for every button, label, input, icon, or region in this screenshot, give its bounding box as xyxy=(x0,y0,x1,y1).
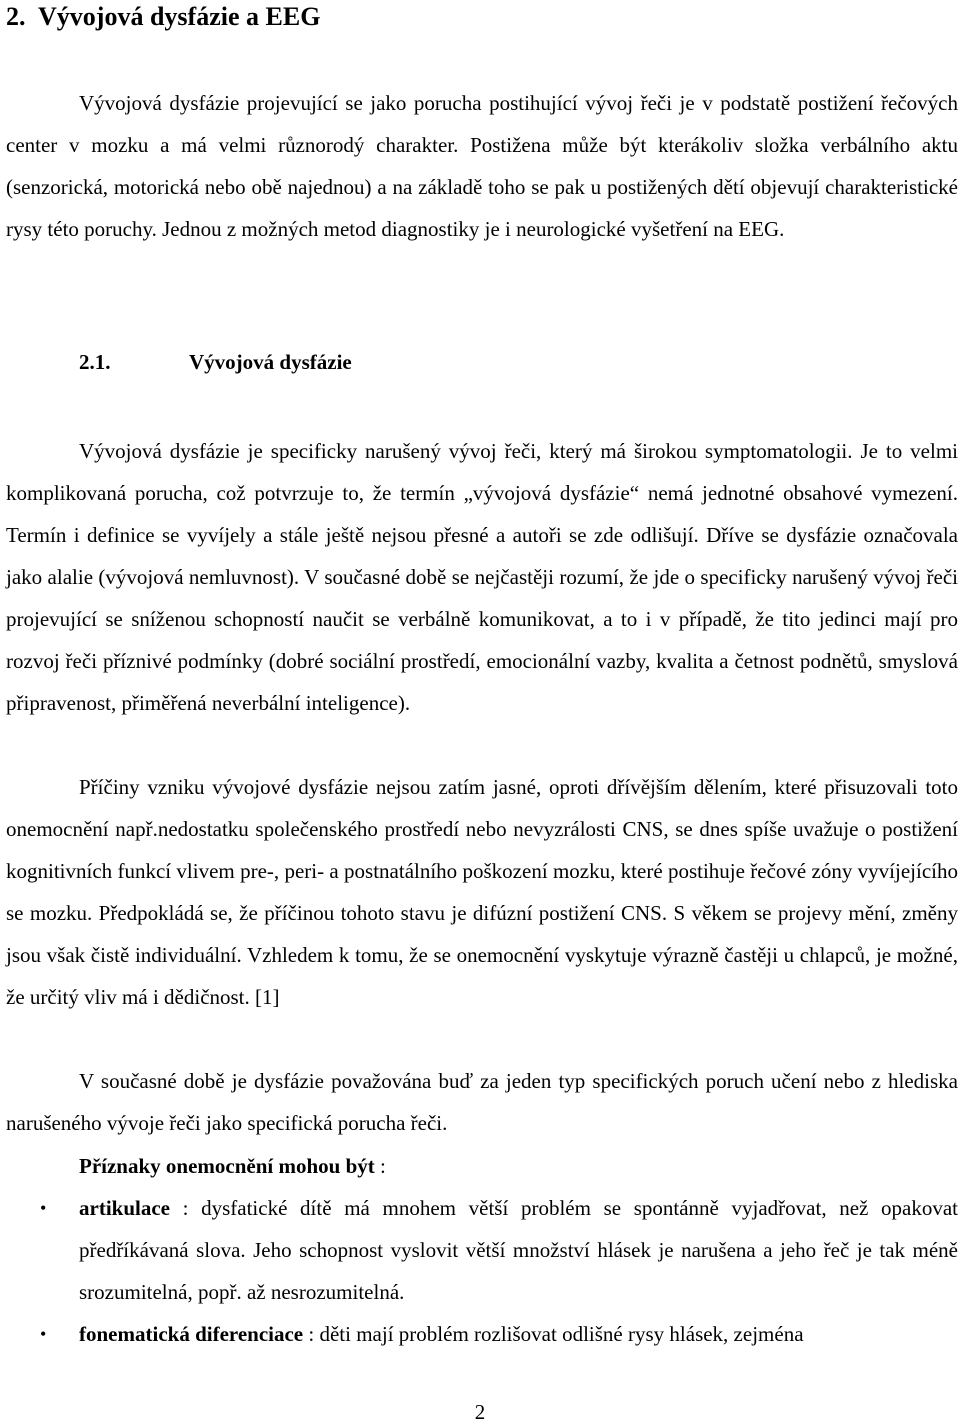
page-number: 2 xyxy=(474,1400,486,1424)
bullet-icon: • xyxy=(40,1324,47,1344)
body-paragraph-classification: V současné době je dysfázie považována buď za jeden typ specifických poruch učení nebo z hlediska narušeného vývoje řeči jako specifická porucha řeči. xyxy=(6,1069,958,1135)
body-paragraph-definition: Vývojová dysfázie je specificky narušený vývoj řeči, který má širokou symptomatologii. Je to velmi komplikovaná porucha, což potvrzuje to, že termín „vývojová dysfázie“ nemá jednotné obsahové vymezení. Termín i definice se vyvíjely a stále ještě nejsou přesné a autoři se zde odlišují. Dříve se dysfázie označovala jako alalie (vývojová nemluvnost). V současné době se nejčastěji rozumí, že jde o specificky narušený vývoj řeči projevující se sníženou schopností naučit se verbálně komunikovat, a to i v případě, že tito jedinci mají pro rozvoj řeči příznivé podmínky (dobré sociální prostředí, emocionální vazby, kvalita a četnost podnětů, smyslová připravenost, přiměřená neverbální inteligence). xyxy=(6,439,958,715)
chapter-heading xyxy=(6,2,320,32)
section-number: 2.1. xyxy=(79,350,111,374)
chapter-number: 2. xyxy=(6,2,26,31)
section-heading xyxy=(79,348,352,376)
symptom-description: : dysfatické dítě má mnohem větší problém se spontánně vyjadřovat, než opakovat předříkávaná slova. Jeho schopnost vyslovit větší množství hlásek je narušena a jeho řeč je tak méně srozumitelná, popř. až nesrozumitelná. xyxy=(79,1196,958,1304)
intro-paragraph: Vývojová dysfázie projevující se jako porucha postihující vývoj řeči je v podstatě postižení řečových center v mozku a má velmi různorodý charakter. Postižena může být kterákoliv složka verbálního aktu (senzorická, motorická nebo obě najednou) a na základě toho se pak u postižených dětí objevují charakteristické rysy této poruchy. Jednou z možných metod diagnostiky je i neurologické vyšetření na EEG. xyxy=(6,91,958,241)
symptoms-heading-suffix: : xyxy=(374,1154,386,1178)
chapter-title: Vývojová dysfázie a EEG xyxy=(38,2,321,31)
symptoms-list xyxy=(6,1187,958,1355)
symptom-term: artikulace xyxy=(79,1196,170,1220)
symptom-description: : děti mají problém rozlišovat odlišné rysy hlásek, zejména xyxy=(303,1322,804,1346)
symptoms-heading-text: Příznaky onemocnění mohou být xyxy=(79,1154,375,1178)
bullet-icon: • xyxy=(40,1198,47,1218)
list-item xyxy=(6,1187,958,1313)
section-title: Vývojová dysfázie xyxy=(189,350,352,374)
list-item xyxy=(6,1313,958,1355)
body-paragraph-causes: Příčiny vzniku vývojové dysfázie nejsou zatím jasné, oproti dřívějším dělením, které přisuzovali toto onemocnění např.nedostatku společenského prostředí nebo nevyzrálosti CNS, se dnes spíše uvažuje o postižení kognitivních funkcí vlivem pre-, peri- a postnatálního poškození mozku, které postihuje řečové zóny vyvíjejícího se mozku. Předpokládá se, že příčinou tohoto stavu je difúzní postižení CNS. S věkem se projevy mění, změny jsou však čistě individuální. Vzhledem k tomu, že se onemocnění vyskytuje výrazně častěji u chlapců, je možné, že určitý vliv má i dědičnost. [1] xyxy=(6,775,958,1009)
symptoms-heading xyxy=(79,1145,958,1187)
symptom-term: fonematická diferenciace xyxy=(79,1322,304,1346)
